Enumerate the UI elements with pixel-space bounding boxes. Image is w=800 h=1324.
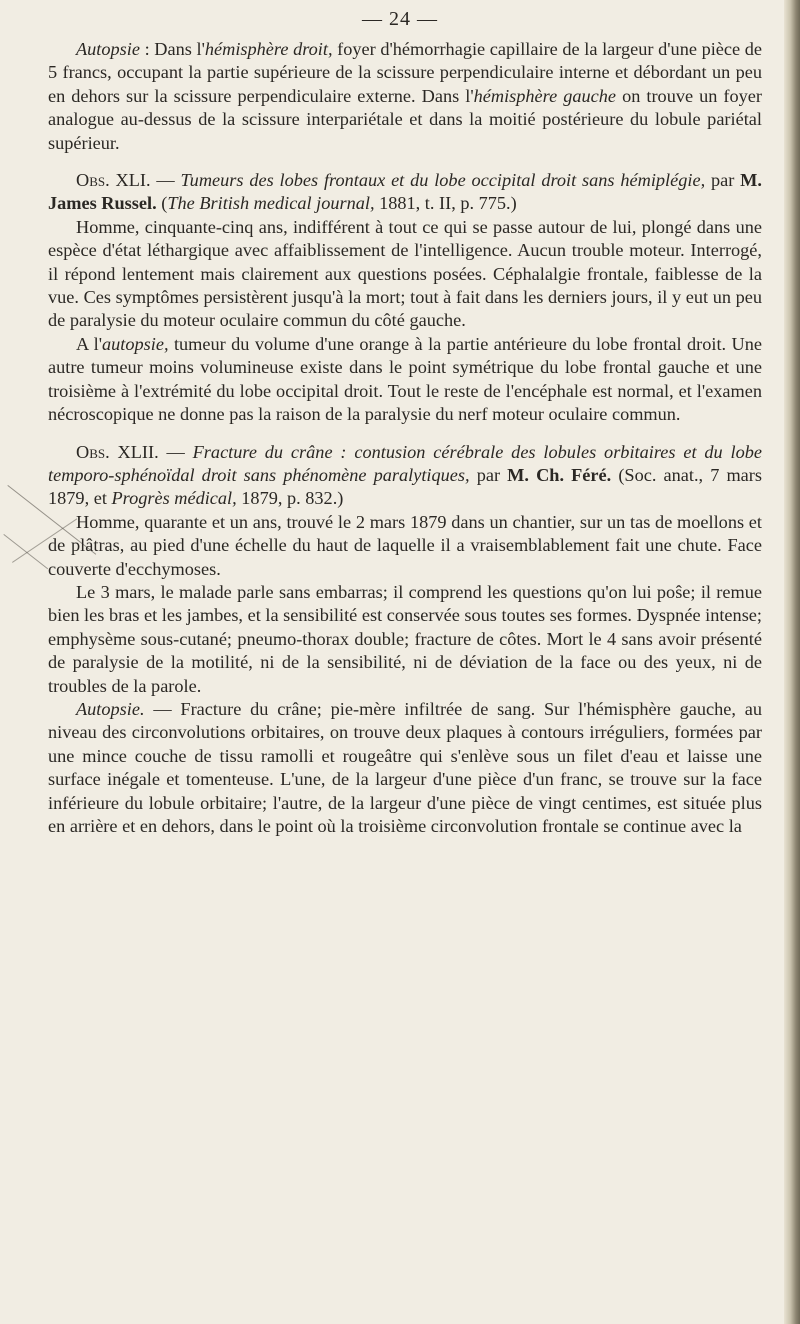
text-run: — Fracture du crâne; pie-mère infiltrée de sang. Sur l'hémisphère gauche, au niveau des circonvolutions orbitaires, on trouve deux plaques à contours irréguliers, formées par une mince couche de tissu ramolli et rougeâtre qui s'enlève sous un filet d'eau et laisse une surface inégale et tomenteuse. L'une, de la largeur d'une pièce d'un franc, se trouve sur la face inférieure du lobule orbitaire; l'autre, de la largeur d'une pièce de vingt centimes, est située plus en arrière et en dehors, dans le point où la troisième circonvolution frontale se continue avec la	[48, 698, 762, 836]
text-run: (	[156, 193, 168, 214]
text-run: Homme, quarante et un ans, trouvé le 2 mars 1879 dans un chantier, sur un tas de moellons et de plâtras, au pied d'une échelle du haut de laquelle il a vraisemblablement fait une chute. Face couverte d'ecchymoses.	[48, 511, 762, 579]
paragraph-obs-xli-p1	[48, 216, 762, 333]
text-run: Autopsie	[76, 39, 140, 59]
text-run: on trouve un foyer analogue au-dessus de la scissure interpariétale et dans la moitié postérieure du lobule pariétal supérieur.	[48, 85, 762, 153]
paragraph-autopsie-1	[48, 38, 762, 155]
text-run: Obs.	[76, 441, 110, 462]
text-run: : Dans l'	[139, 39, 205, 59]
paragraph-obs-xlii-p3	[48, 698, 762, 838]
paragraph-obs-xlii-p2	[48, 581, 762, 698]
text-run: foyer d'hémorrhagie capillaire de la largeur d'une pièce de 5 francs, occupant la partie supérieure de la scissure perpendiculaire interne et débordant un peu en dehors sur la scissure perpendiculaire externe. Dans l'	[48, 39, 762, 106]
text-run: 1881, t. II, p. 775.)	[374, 193, 517, 214]
text-run: 1879, p. 832.)	[236, 488, 344, 509]
text-run: autopsie,	[102, 333, 169, 354]
text-run: hémisphère gauche	[473, 85, 617, 106]
paragraph-obs-xli-title	[48, 169, 762, 216]
text-run: Obs.	[76, 170, 110, 191]
page-number: — 24 —	[362, 8, 438, 30]
text-run: par	[469, 464, 508, 485]
text-run: Autopsie.	[76, 698, 145, 719]
page-body-text	[48, 38, 762, 838]
text-run: (Soc. anat., 7 mars 1879, et	[48, 464, 762, 509]
text-run: XLII. —	[109, 441, 193, 462]
text-run: hémisphère droit,	[204, 39, 333, 59]
text-run: Tumeurs des lobes frontaux et du lobe occipital droit sans hémiplégie,	[180, 170, 706, 191]
text-run: M. James Russel.	[48, 170, 762, 214]
paragraph-obs-xli-p2	[48, 333, 762, 427]
paragraph-obs-xlii-p1	[48, 511, 762, 581]
text-run: XLI. —	[109, 170, 181, 191]
text-run: par	[705, 170, 741, 191]
text-run: Fracture du crâne : contusion cérébrale des lobules orbitaires et du lobe temporo-sphénoïdal droit sans phénomène paralytiques,	[48, 441, 762, 485]
text-run: Le 3 mars, le malade parle sans embarras; il comprend les questions qu'on lui poŝe; il remue bien les bras et les jambes, et la sensibilité est conservée sous toutes ses formes. Dyspnée intense; emphysème sous-cutané; pneumo-thorax double; fracture de côtes. Mort le 4 sans avoir présenté de paralysie de la motilité, ni de la sensibilité, ni de déviation de la face ou des yeux, ni de troubles de la parole.	[48, 581, 762, 696]
paragraph-obs-xlii-title	[48, 441, 762, 511]
text-run: The British medical journal,	[167, 193, 375, 214]
text-run: A l'	[76, 333, 102, 354]
text-run: tumeur du volume d'une orange à la partie antérieure du lobe frontal droit. Une autre tumeur moins volumineuse existe dans le point symétrique du lobe frontal gauche et une troisième à l'extrémité du lobe occipital droit. Tout le reste de l'encéphale est normal, et l'examen nécroscopique ne donne pas la raison de la paralysie du nerf moteur oculaire commun.	[48, 333, 763, 425]
page-edge-shadow	[784, 0, 800, 1324]
text-run: M. Ch. Féré.	[507, 464, 612, 485]
text-run: Progrès médical,	[111, 488, 237, 509]
text-run: Homme, cinquante-cinq ans, indifférent à tout ce qui se passe autour de lui, plongé dans une espèce d'état léthargique avec affaiblissement de l'intelligence. Aucun trouble moteur. Interrogé, il répond lentement mais clairement aux questions posées. Céphalalgie frontale, faiblesse de la vue. Ces symptômes persistèrent jusqu'à la mort; tout à fait dans les derniers jours, il y eut un peu de paralysie du moteur oculaire commun du côté gauche.	[48, 216, 762, 331]
